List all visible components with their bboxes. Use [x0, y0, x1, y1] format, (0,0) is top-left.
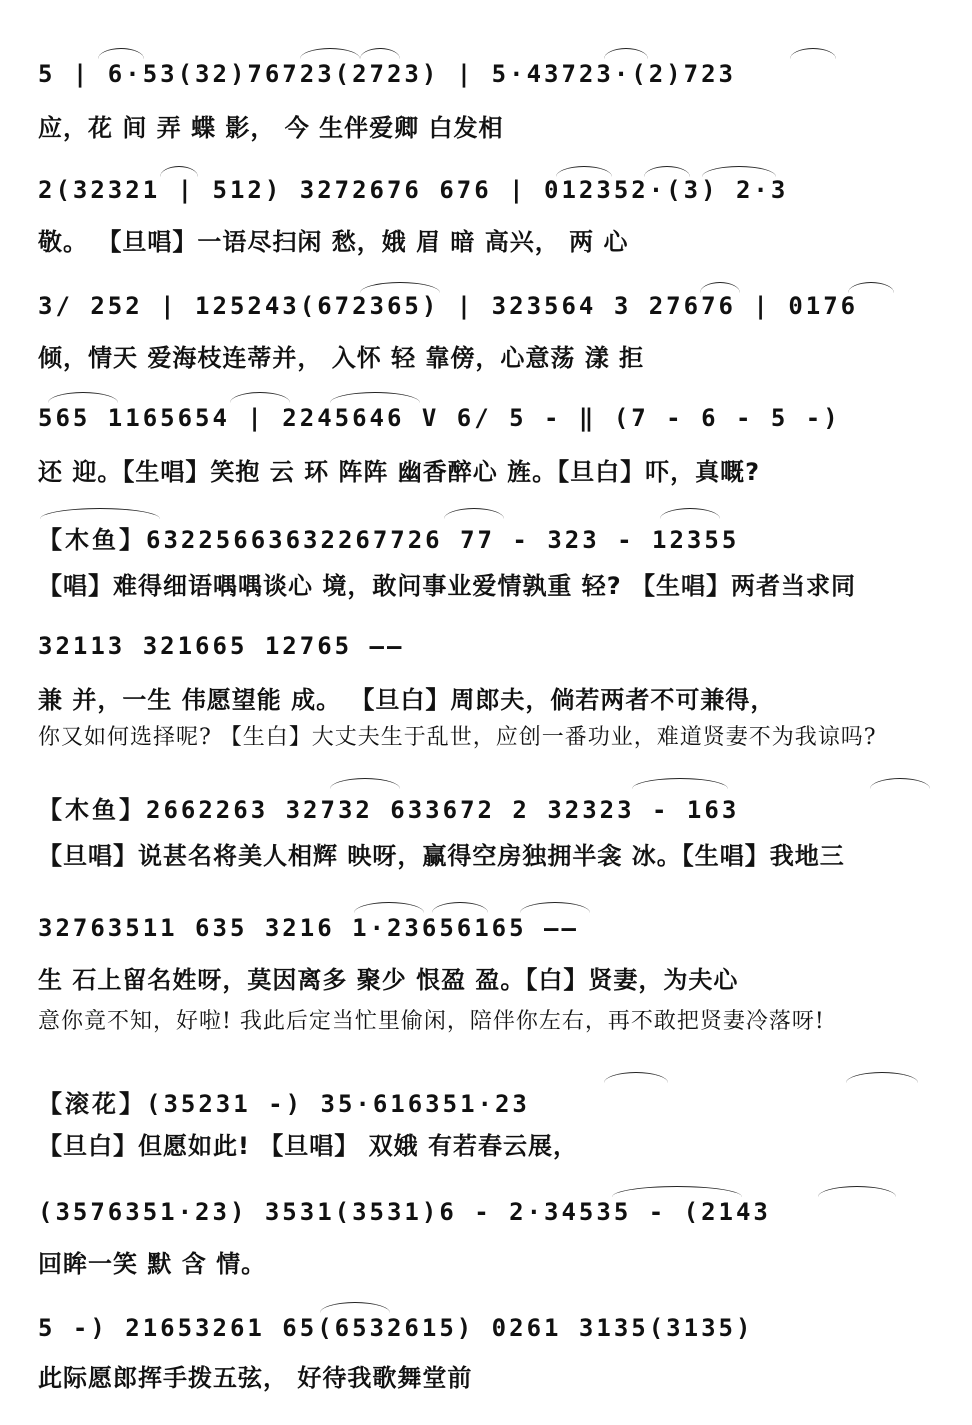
slur-mark	[160, 166, 198, 177]
lyric-line: 【旦唱】说甚名将美人相辉 映呀，赢得空房独拥半衾 冰。【生唱】我地三	[38, 842, 845, 870]
lyric-line: 还 迎。【生唱】笑抱 云 环 阵阵 幽香醉心 旌。【旦白】吓，真嘅?	[38, 458, 761, 486]
slur-mark	[870, 778, 930, 789]
slur-mark	[330, 778, 400, 789]
slur-mark	[818, 1186, 896, 1197]
slur-mark	[98, 48, 144, 59]
slur-mark	[360, 48, 400, 59]
notation-line: 32763511 635 3216 1·23656165 ——	[38, 914, 579, 942]
slur-mark	[444, 508, 504, 519]
slur-mark	[644, 166, 690, 177]
lyric-line: 敬。 【旦唱】一语尽扫闲 愁，娥 眉 暗 高兴， 两 心	[38, 228, 629, 256]
slur-mark	[632, 778, 728, 789]
lyric-line: 应，花 间 弄 蝶 影， 今 生伴爱卿 白发相	[38, 114, 504, 142]
lyric-line: 兼 并，一生 伟愿望能 成。 【旦白】周郎夫，倘若两者不可兼得，	[38, 686, 776, 714]
lyric-line: 回眸一笑 默 含 情。	[38, 1250, 267, 1278]
notation-line: 【木鱼】2662263 32732 633672 2 32323 - 163	[38, 796, 740, 824]
slur-mark	[354, 902, 424, 913]
slur-mark	[790, 48, 836, 59]
slur-mark	[556, 166, 612, 177]
slur-mark	[604, 48, 648, 59]
dialogue-line: 意你竟不知，好啦! 我此后定当忙里偷闲，陪伴你左右，再不敢把贤妻冷落呀!	[38, 1009, 825, 1034]
notation-line: 5 -) 21653261 65(6532615) 0261 3135(3135)	[38, 1314, 754, 1342]
slur-mark	[520, 902, 590, 913]
lyric-line: 此际愿郎挥手拨五弦， 好待我歌舞堂前	[38, 1364, 473, 1392]
notation-line: 565 1165654 | 2245646 V 6/ 5 - ‖ (7 - 6 - 5 -)	[38, 404, 841, 432]
slur-mark	[660, 508, 720, 519]
lyric-line: 【唱】难得细语喁喁谈心 境，敢问事业爱情孰重 轻? 【生唱】两者当求同	[38, 572, 856, 600]
slur-mark	[700, 282, 740, 293]
slur-mark	[604, 1072, 668, 1083]
slur-mark	[48, 392, 118, 403]
lyric-line: 生 石上留名姓呀，莫因离多 聚少 恨盈 盈。【白】贤妻，为夫心	[38, 966, 739, 994]
slur-mark	[360, 282, 440, 293]
notation-line: 3/ 252 | 125243(672365) | 323564 3 27676 | 0176	[38, 292, 859, 320]
slur-mark	[702, 166, 776, 177]
notation-line: 【滚花】(35231 -) 35·616351·23	[38, 1090, 530, 1118]
slur-mark	[848, 282, 894, 293]
slur-mark	[330, 392, 420, 403]
slur-mark	[300, 48, 360, 59]
slur-mark	[320, 1302, 390, 1313]
notation-line: (3576351·23) 3531(3531)6 - 2·34535 - (2143	[38, 1198, 771, 1226]
notation-line: 2(32321 | 512) 3272676 676 | 012352·(3) 2·3	[38, 176, 789, 204]
slur-mark	[612, 1186, 742, 1197]
lyric-line: 倾，情天 爱海枝连蒂并， 入怀 轻 靠傍，心意荡 漾 拒	[38, 344, 645, 372]
slur-mark	[40, 508, 160, 519]
slur-mark	[230, 392, 290, 403]
notation-line: 32113 321665 12765 ——	[38, 632, 405, 660]
lyric-line: 【旦白】但愿如此! 【旦唱】 双娥 有若春云展，	[38, 1132, 579, 1160]
slur-mark	[432, 902, 488, 913]
notation-line: 【木鱼】63225663632267726 77 - 323 - 12355	[38, 526, 740, 554]
dialogue-line: 你又如何选择呢? 【生白】大丈夫生于乱世，应创一番功业，难道贤妻不为我谅吗?	[38, 725, 877, 750]
slur-mark	[846, 1072, 918, 1083]
notation-line: 5 | 6·53(32)76723(2723) | 5·43723·(2)723	[38, 60, 736, 88]
